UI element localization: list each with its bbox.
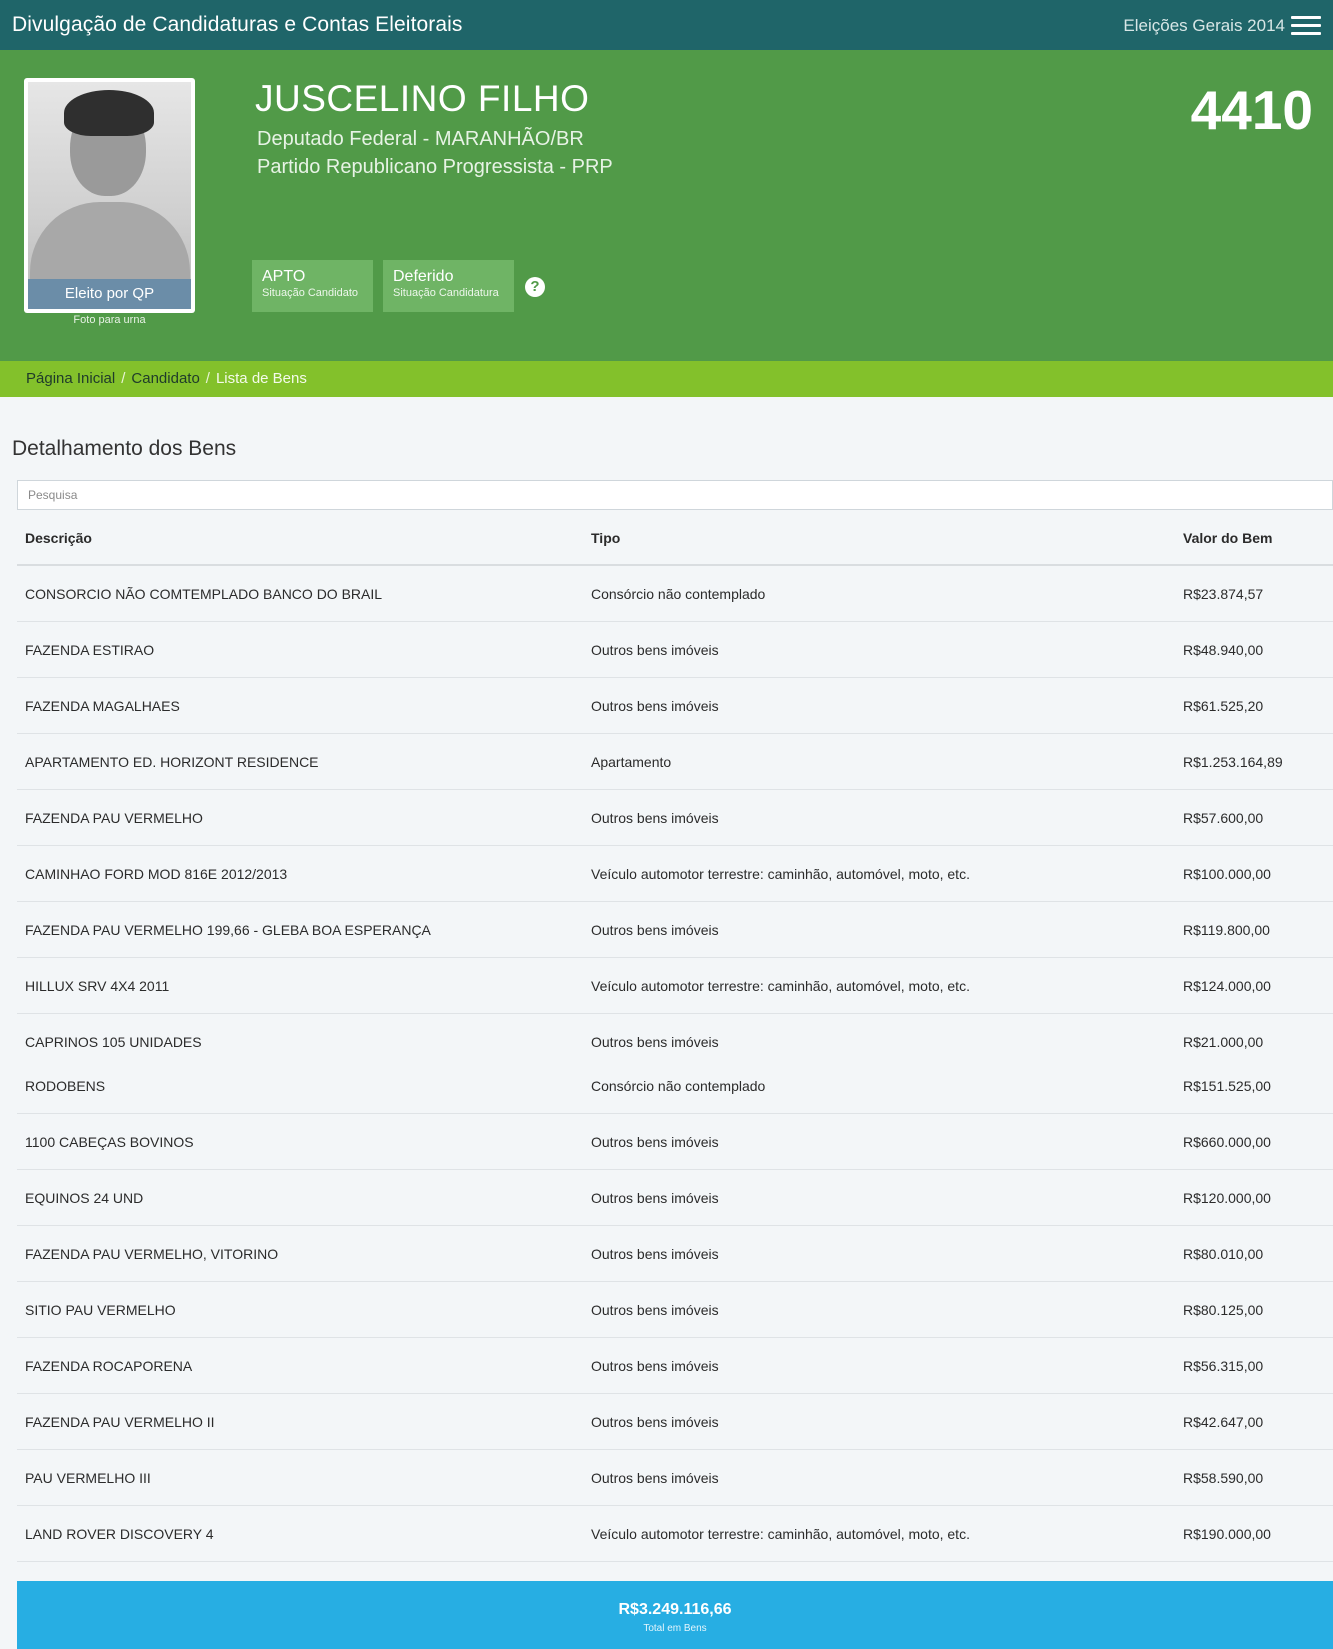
table-row bbox=[17, 566, 1333, 622]
cell-type: Consórcio não contemplado bbox=[591, 1078, 766, 1094]
cell-description: EQUINOS 24 UND bbox=[25, 1190, 144, 1206]
cell-type: Outros bens imóveis bbox=[591, 1190, 719, 1206]
table-row bbox=[17, 1114, 1333, 1170]
cell-type: Veículo automotor terrestre: caminhão, automóvel, moto, etc. bbox=[591, 1526, 970, 1542]
candidate-party: Partido Republicano Progressista - PRP bbox=[257, 156, 613, 178]
cell-value: R$100.000,00 bbox=[1183, 866, 1271, 882]
cell-type: Veículo automotor terrestre: caminhão, automóvel, moto, etc. bbox=[591, 978, 970, 994]
breadcrumb-current: Lista de Bens bbox=[215, 370, 307, 387]
table-header-row bbox=[17, 512, 1333, 566]
status-application-value: Deferido bbox=[393, 268, 454, 285]
cell-value: R$660.000,00 bbox=[1183, 1134, 1271, 1150]
cell-description: FAZENDA PAU VERMELHO 199,66 - GLEBA BOA ESPERANÇA bbox=[25, 922, 431, 938]
candidate-photo-card bbox=[24, 78, 195, 313]
table-row bbox=[17, 678, 1333, 734]
elected-badge: Eleito por QP bbox=[28, 279, 191, 309]
column-header-value[interactable]: Valor do Bem bbox=[1183, 530, 1273, 546]
candidate-header bbox=[0, 50, 1333, 361]
cell-type: Outros bens imóveis bbox=[591, 1470, 719, 1486]
cell-value: R$1.253.164,89 bbox=[1183, 754, 1283, 770]
cell-value: R$80.010,00 bbox=[1183, 1246, 1264, 1262]
cell-description: APARTAMENTO ED. HORIZONT RESIDENCE bbox=[25, 754, 319, 770]
table-row bbox=[17, 958, 1333, 1014]
table-row bbox=[17, 734, 1333, 790]
table-row bbox=[17, 1226, 1333, 1282]
total-assets-label: Total em Bens bbox=[643, 1623, 707, 1634]
breadcrumb-home-link[interactable]: Página Inicial bbox=[26, 370, 116, 387]
cell-type: Outros bens imóveis bbox=[591, 922, 719, 938]
cell-value: R$56.315,00 bbox=[1183, 1358, 1264, 1374]
table-row bbox=[17, 1058, 1333, 1114]
status-candidate-value: APTO bbox=[262, 268, 306, 285]
cell-description: FAZENDA PAU VERMELHO, VITORINO bbox=[25, 1246, 279, 1262]
cell-description: CONSORCIO NÃO COMTEMPLADO BANCO DO BRAIL bbox=[25, 586, 383, 602]
cell-value: R$48.940,00 bbox=[1183, 642, 1264, 658]
cell-value: R$119.800,00 bbox=[1183, 922, 1270, 938]
cell-type: Outros bens imóveis bbox=[591, 1034, 719, 1050]
candidate-name: JUSCELINO FILHO bbox=[255, 78, 590, 119]
cell-value: R$61.525,20 bbox=[1183, 698, 1264, 714]
status-application-badge bbox=[383, 260, 514, 312]
cell-description: 1100 CABEÇAS BOVINOS bbox=[25, 1134, 194, 1150]
table-row bbox=[17, 1394, 1333, 1450]
table-row bbox=[17, 790, 1333, 846]
candidate-office: Deputado Federal - MARANHÃO/BR bbox=[257, 128, 584, 150]
cell-description: FAZENDA ESTIRAO bbox=[25, 642, 155, 658]
page-title: Detalhamento dos Bens bbox=[12, 437, 237, 460]
hamburger-menu-icon[interactable] bbox=[1291, 16, 1321, 36]
cell-value: R$151.525,00 bbox=[1183, 1078, 1271, 1094]
cell-value: R$190.000,00 bbox=[1183, 1526, 1271, 1542]
cell-type: Outros bens imóveis bbox=[591, 1134, 719, 1150]
cell-type: Outros bens imóveis bbox=[591, 1302, 719, 1318]
breadcrumb bbox=[0, 361, 1333, 397]
cell-type: Apartamento bbox=[591, 754, 672, 770]
cell-type: Consórcio não contemplado bbox=[591, 586, 766, 602]
cell-description: CAPRINOS 105 UNIDADES bbox=[25, 1034, 202, 1050]
cell-type: Outros bens imóveis bbox=[591, 1358, 719, 1374]
cell-description: FAZENDA MAGALHAES bbox=[25, 698, 180, 714]
total-assets-bar bbox=[17, 1581, 1333, 1649]
cell-type: Outros bens imóveis bbox=[591, 698, 719, 714]
breadcrumb-candidate-link[interactable]: Candidato bbox=[131, 370, 200, 387]
cell-description: FAZENDA PAU VERMELHO bbox=[25, 810, 203, 826]
total-assets-value: R$3.249.116,66 bbox=[618, 1601, 732, 1618]
column-header-description[interactable]: Descrição bbox=[25, 530, 92, 546]
breadcrumb-separator: / bbox=[205, 370, 210, 387]
table-row bbox=[17, 846, 1333, 902]
table-row bbox=[17, 1282, 1333, 1338]
table-row bbox=[17, 1170, 1333, 1226]
cell-type: Outros bens imóveis bbox=[591, 642, 719, 658]
cell-value: R$58.590,00 bbox=[1183, 1470, 1264, 1486]
question-circle-icon[interactable]: ? bbox=[525, 277, 545, 297]
column-header-type[interactable]: Tipo bbox=[591, 530, 621, 546]
cell-description: SITIO PAU VERMELHO bbox=[25, 1302, 176, 1318]
table-row bbox=[17, 1338, 1333, 1394]
cell-description: RODOBENS bbox=[25, 1078, 106, 1094]
table-row bbox=[17, 622, 1333, 678]
cell-description: LAND ROVER DISCOVERY 4 bbox=[25, 1526, 214, 1542]
cell-value: R$23.874,57 bbox=[1183, 586, 1264, 602]
status-application-label: Situação Candidatura bbox=[393, 287, 499, 299]
cell-description: CAMINHAO FORD MOD 816E 2012/2013 bbox=[25, 866, 288, 882]
table-row bbox=[17, 902, 1333, 958]
status-candidate-badge bbox=[252, 260, 373, 312]
status-candidate-label: Situação Candidato bbox=[262, 287, 359, 299]
cell-description: PAU VERMELHO III bbox=[25, 1470, 151, 1486]
cell-type: Outros bens imóveis bbox=[591, 1246, 719, 1262]
app-title[interactable]: Divulgação de Candidaturas e Contas Eleitorais bbox=[12, 13, 463, 36]
top-navbar bbox=[0, 0, 1333, 50]
cell-value: R$124.000,00 bbox=[1183, 978, 1271, 994]
cell-value: R$80.125,00 bbox=[1183, 1302, 1264, 1318]
table-row bbox=[17, 1506, 1333, 1562]
cell-type: Outros bens imóveis bbox=[591, 810, 719, 826]
candidate-number: 4410 bbox=[1190, 79, 1313, 141]
photo-caption: Foto para urna bbox=[73, 314, 146, 326]
cell-type: Veículo automotor terrestre: caminhão, automóvel, moto, etc. bbox=[591, 866, 970, 882]
cell-description: FAZENDA PAU VERMELHO II bbox=[25, 1414, 215, 1430]
election-name[interactable]: Eleições Gerais 2014 bbox=[1123, 16, 1285, 35]
cell-type: Outros bens imóveis bbox=[591, 1414, 719, 1430]
table-row bbox=[17, 1014, 1333, 1058]
cell-description: FAZENDA ROCAPORENA bbox=[25, 1358, 193, 1374]
cell-value: R$42.647,00 bbox=[1183, 1414, 1264, 1430]
search-input[interactable] bbox=[17, 480, 1333, 510]
candidate-photo bbox=[28, 82, 191, 309]
cell-description: HILLUX SRV 4X4 2011 bbox=[25, 978, 170, 994]
breadcrumb-separator: / bbox=[121, 370, 126, 387]
assets-table bbox=[17, 512, 1333, 1562]
cell-value: R$120.000,00 bbox=[1183, 1190, 1271, 1206]
cell-value: R$21.000,00 bbox=[1183, 1034, 1264, 1050]
cell-value: R$57.600,00 bbox=[1183, 810, 1264, 826]
table-row bbox=[17, 1450, 1333, 1506]
